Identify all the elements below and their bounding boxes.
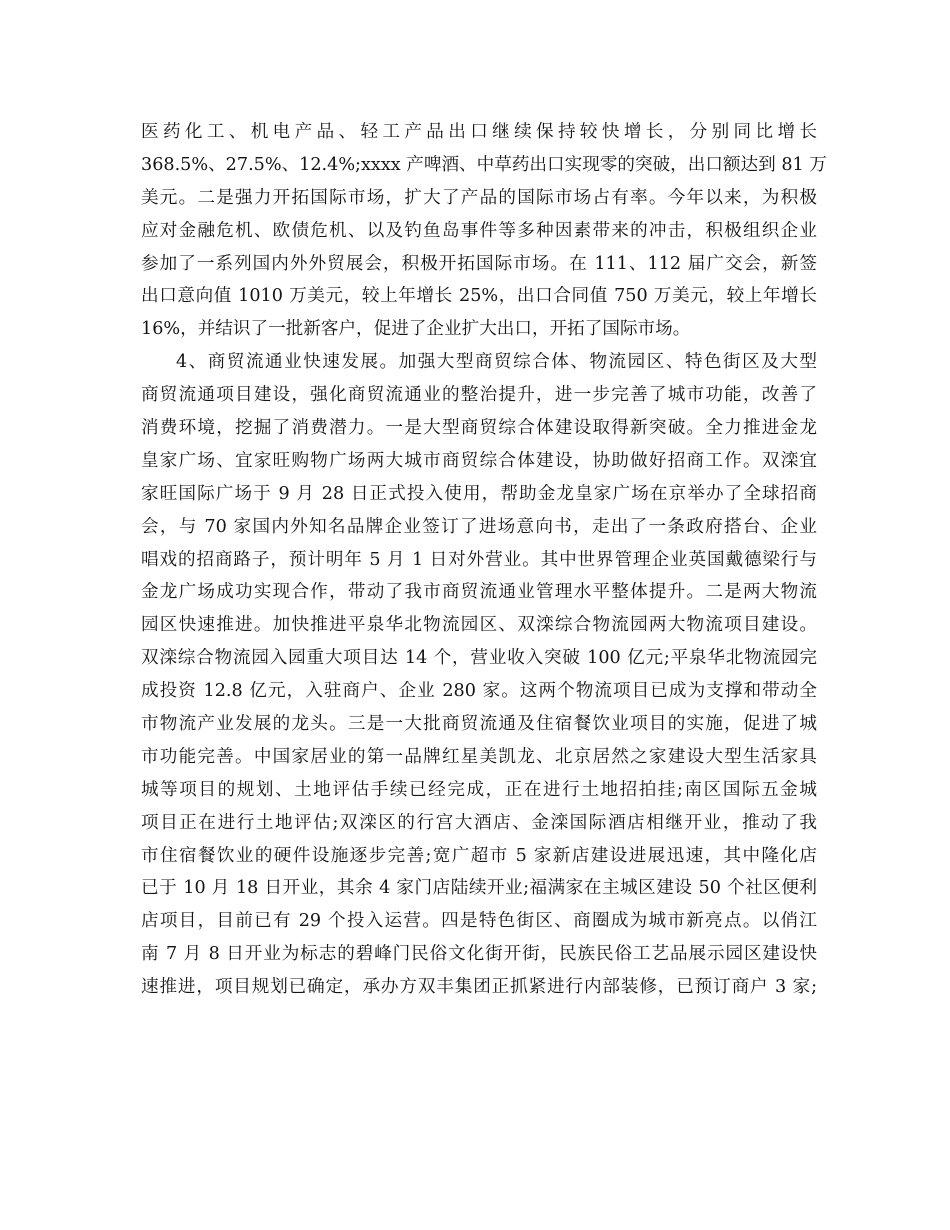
paragraph-1-line-2: 368.5%、27.5%、12.4%;xxxx 产啤酒、中草药出口实现零的突破，出口额达到 81 万	[141, 154, 827, 175]
paragraph-2-line-7: 唱戏的招商路子，预计明年 5 月 1 日对外营业。其中世界管理企业英国戴德梁行与	[141, 549, 817, 570]
paragraph-1-line-7: 16%，并结识了一批新客户，促进了企业扩大出口，开拓了国际市场。	[141, 319, 691, 340]
paragraph-2-line-6: 会，与 70 家国内外知名品牌企业签订了进场意向书，走出了一条政府搭台、企业	[141, 516, 817, 537]
paragraph-2-line-1: 4、商贸流通业快速发展。加强大型商贸综合体、物流园区、特色街区及大型	[176, 352, 817, 373]
paragraph-2-line-18: 店项目，目前已有 29 个投入运营。四是特色街区、商圈成为城市新亮点。以俏江	[141, 911, 817, 932]
paragraph-1-line-6: 出口意向值 1010 万美元，较上年增长 25%，出口合同值 750 万美元，较上年增长	[141, 286, 817, 307]
paragraph-2-line-20: 速推进，项目规划已确定，承办方双丰集团正抓紧进行内部装修，已预订商户 3 家;	[141, 977, 817, 998]
paragraph-2-line-9: 园区快速推进。加快推进平泉华北物流园区、双滦综合物流园两大物流项目建设。	[141, 615, 817, 636]
paragraph-2-line-5: 家旺国际广场于 9 月 28 日正式投入使用，帮助金龙皇家广场在京举办了全球招商	[141, 483, 817, 504]
paragraph-2-line-15: 项目正在进行土地评估;双滦区的行宫大酒店、金滦国际酒店相继开业，推动了我	[141, 812, 817, 833]
paragraph-2-line-14: 城等项目的规划、土地评估手续已经完成，正在进行土地招拍挂;南区国际五金城	[141, 779, 817, 800]
paragraph-1-line-5: 参加了一系列国内外外贸展会，积极开拓国际市场。在 111、112 届广交会，新签	[141, 253, 817, 274]
document-body	[141, 116, 827, 1004]
paragraph-2-line-8: 金龙广场成功实现合作，带动了我市商贸流通业管理水平整体提升。二是两大物流	[141, 582, 817, 603]
paragraph-2-line-12: 市物流产业发展的龙头。三是一大批商贸流通及住宿餐饮业项目的实施，促进了城	[141, 714, 817, 735]
paragraph-2-line-11: 成投资 12.8 亿元，入驻商户、企业 280 家。这两个物流项目已成为支撑和带动全	[141, 681, 817, 702]
paragraph-2-line-3: 消费环境，挖掘了消费潜力。一是大型商贸综合体建设取得新突破。全力推进金龙	[141, 418, 817, 439]
paragraph-2-line-10: 双滦综合物流园入园重大项目达 14 个，营业收入突破 100 亿元;平泉华北物流园完	[141, 648, 817, 669]
paragraph-2-line-2: 商贸流通项目建设，强化商贸流通业的整治提升，进一步完善了城市功能，改善了	[141, 385, 817, 406]
paragraph-2-line-13: 市功能完善。中国家居业的第一品牌红星美凯龙、北京居然之家建设大型生活家具	[141, 746, 817, 767]
paragraph-1-line-3: 美元。二是强力开拓国际市场，扩大了产品的国际市场占有率。今年以来，为积极	[141, 187, 817, 208]
paragraph-2-line-16: 市住宿餐饮业的硬件设施逐步完善;宽广超市 5 家新店建设进展迅速，其中隆化店	[141, 845, 817, 866]
paragraph-2-line-19: 南 7 月 8 日开业为标志的碧峰门民俗文化街开街，民族民俗工艺品展示园区建设快	[141, 944, 817, 965]
paragraph-1-line-1: 医药化工、机电产品、轻工产品出口继续保持较快增长，分别同比增长	[141, 122, 817, 142]
paragraph-1-line-4: 应对金融危机、欧债危机、以及钓鱼岛事件等多种因素带来的冲击，积极组织企业	[141, 220, 817, 241]
paragraph-2-line-17: 已于 10 月 18 日开业，其余 4 家门店陆续开业;福满家在主城区建设 50 个社区便利	[141, 878, 817, 899]
paragraph-2-line-4: 皇家广场、宜家旺购物广场两大城市商贸综合体建设，协助做好招商工作。双滦宜	[141, 450, 817, 471]
